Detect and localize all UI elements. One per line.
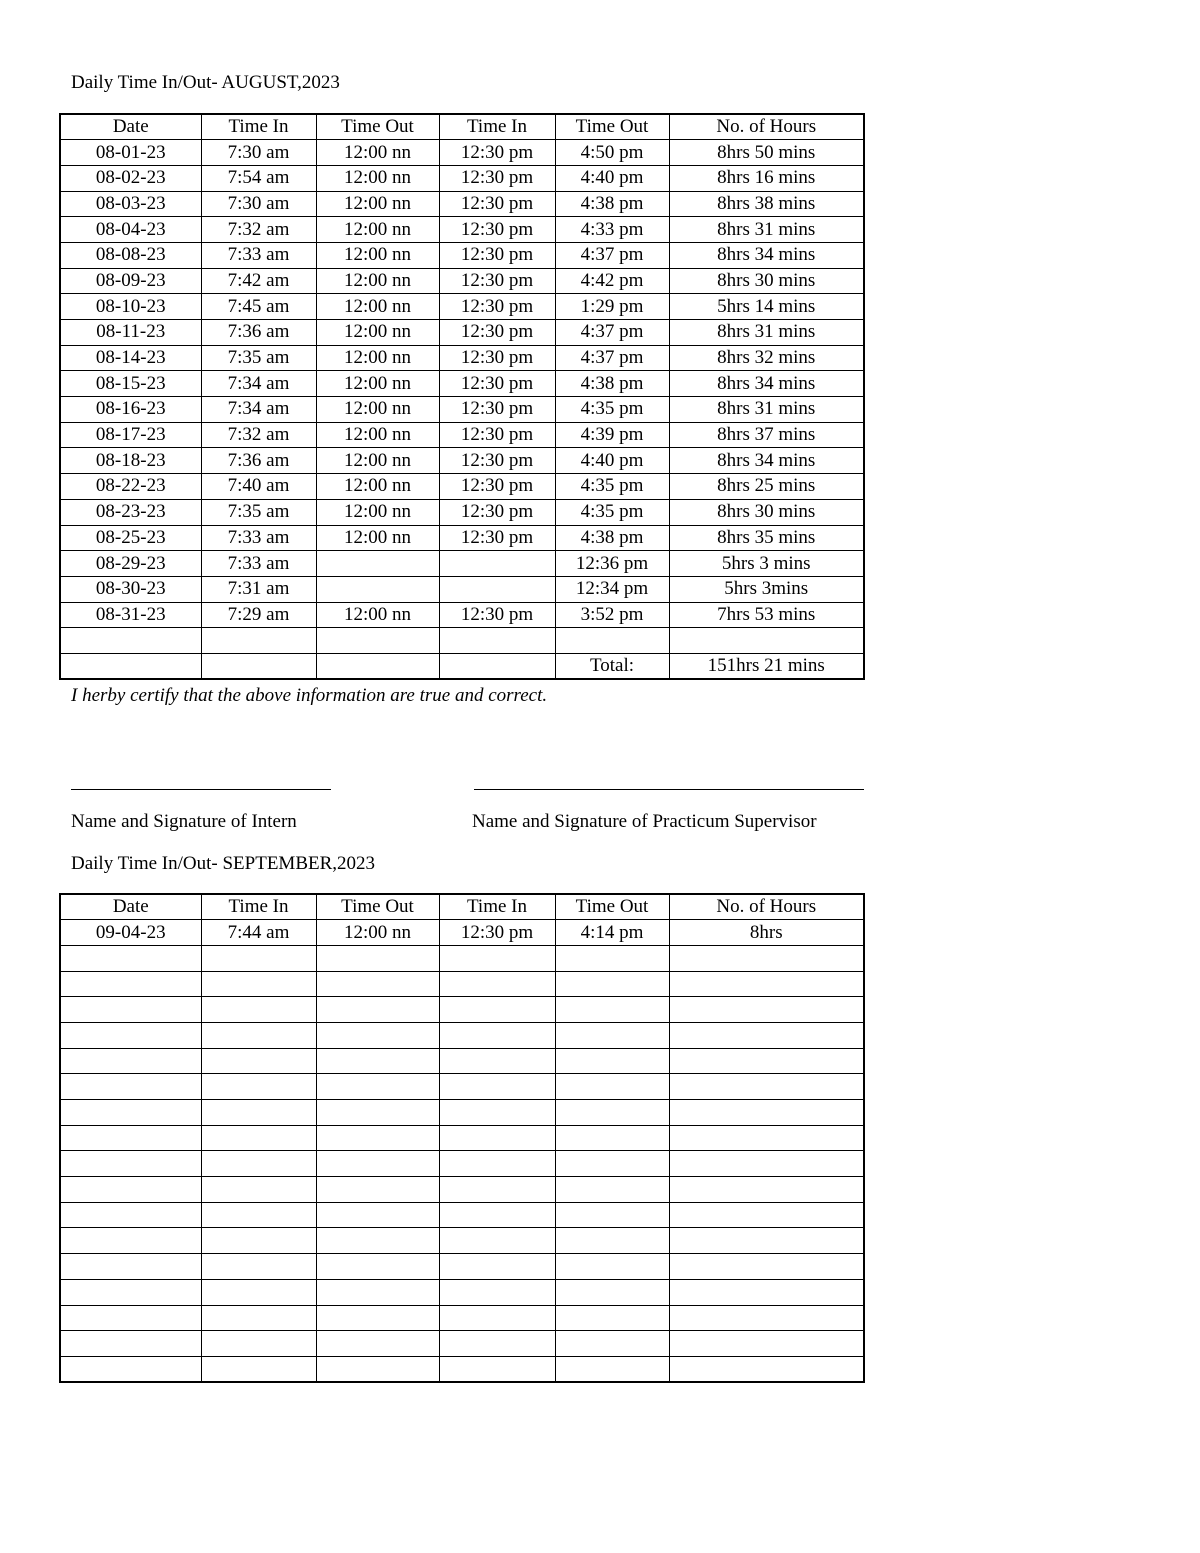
cell-hours — [669, 1100, 864, 1126]
cell-time-out-pm — [555, 1356, 669, 1382]
cell-time-in-am: 7:30 am — [201, 191, 316, 217]
cell-time-in-pm — [439, 997, 555, 1023]
cell-time-out-am — [316, 1279, 439, 1305]
table-row — [60, 971, 864, 997]
cell-hours: 7hrs 53 mins — [669, 602, 864, 628]
table-row — [60, 1022, 864, 1048]
cell-time-in-am — [201, 1125, 316, 1151]
cell-time-in-pm: 12:30 pm — [439, 371, 555, 397]
cell-time-out-pm: 4:37 pm — [555, 345, 669, 371]
cell-time-out-pm: 4:35 pm — [555, 474, 669, 500]
cell-time-in-pm — [439, 1356, 555, 1382]
cell-date — [60, 1279, 201, 1305]
cell-time-in-am — [201, 1254, 316, 1280]
cell-date — [60, 1100, 201, 1126]
cell-time-in-pm: 12:30 pm — [439, 217, 555, 243]
cell-date: 08-16-23 — [60, 397, 201, 423]
cell-time-out-pm — [555, 1177, 669, 1203]
cell-time-out-am — [316, 1177, 439, 1203]
cell-date — [60, 628, 201, 654]
cell-hours — [669, 1177, 864, 1203]
cell-date — [60, 1125, 201, 1151]
cell-date: 08-25-23 — [60, 525, 201, 551]
cell-time-out-pm — [555, 1048, 669, 1074]
table-row — [60, 217, 864, 243]
cell-time-in-am: 7:29 am — [201, 602, 316, 628]
cell-time-out-am — [316, 1331, 439, 1357]
cell-date — [60, 1074, 201, 1100]
cell-time-out-am: 12:00 nn — [316, 217, 439, 243]
cell-date — [60, 945, 201, 971]
cell-time-out-pm: 4:33 pm — [555, 217, 669, 243]
cell-time-out-am — [316, 971, 439, 997]
cell-time-in-pm — [439, 1125, 555, 1151]
cell-time-in-am: 7:32 am — [201, 217, 316, 243]
cell-time-in-am — [201, 1279, 316, 1305]
cell-time-out-pm — [555, 1202, 669, 1228]
cell-time-in-pm — [439, 1279, 555, 1305]
cell-time-in-pm: 12:30 pm — [439, 422, 555, 448]
cell-time-out-pm — [555, 1074, 669, 1100]
cell-time-out-pm — [555, 1305, 669, 1331]
header-time-out-am: Time Out — [316, 894, 439, 920]
cell-hours — [669, 997, 864, 1023]
cell-time-out-pm: 4:37 pm — [555, 242, 669, 268]
table-row — [60, 397, 864, 423]
cell-hours — [669, 1125, 864, 1151]
cell-time-out-am — [316, 1022, 439, 1048]
cell-time-in-pm — [439, 1100, 555, 1126]
supervisor-signature-line — [474, 789, 864, 790]
cell-time-out-am: 12:00 nn — [316, 268, 439, 294]
cell-time-in-am: 7:32 am — [201, 422, 316, 448]
table-row — [60, 628, 864, 654]
cell-date — [60, 1331, 201, 1357]
cell-time-in-am: 7:45 am — [201, 294, 316, 320]
header-time-out-pm: Time Out — [555, 894, 669, 920]
cell-time-in-am: 7:31 am — [201, 576, 316, 602]
cell-time-out-pm — [555, 1151, 669, 1177]
cell-time-out-am: 12:00 nn — [316, 397, 439, 423]
cell-hours — [669, 1305, 864, 1331]
header-hours: No. of Hours — [669, 114, 864, 140]
header-hours: No. of Hours — [669, 894, 864, 920]
cell-hours — [669, 1074, 864, 1100]
cell-hours: 5hrs 14 mins — [669, 294, 864, 320]
cell-time-in-pm: 12:30 pm — [439, 397, 555, 423]
cell-date — [60, 1151, 201, 1177]
supervisor-signature-label: Name and Signature of Practicum Supervisor — [472, 811, 817, 832]
cell-time-out-pm: 4:35 pm — [555, 397, 669, 423]
cell-date — [60, 1177, 201, 1203]
cell-hours: 8hrs 38 mins — [669, 191, 864, 217]
cell-time-in-am: 7:34 am — [201, 371, 316, 397]
header-time-in-am: Time In — [201, 114, 316, 140]
cell-date: 08-01-23 — [60, 140, 201, 166]
cell-time-in-am — [201, 1202, 316, 1228]
cell-hours: 8hrs 31 mins — [669, 217, 864, 243]
cell-date: 08-30-23 — [60, 576, 201, 602]
cell-time-in-am — [201, 971, 316, 997]
cell-time-out-am: 12:00 nn — [316, 525, 439, 551]
cell-time-in-pm: 12:30 pm — [439, 474, 555, 500]
table-row — [60, 1254, 864, 1280]
cell-time-out-pm — [555, 1279, 669, 1305]
header-time-in-pm: Time In — [439, 114, 555, 140]
header-date: Date — [60, 894, 201, 920]
september-time-table — [59, 893, 865, 1383]
cell-hours — [669, 1022, 864, 1048]
cell-time-out-am: 12:00 nn — [316, 371, 439, 397]
cell-date — [60, 1305, 201, 1331]
cell-time-in-am: 7:33 am — [201, 242, 316, 268]
intern-signature-line — [71, 789, 331, 790]
cell-time-out-am — [316, 997, 439, 1023]
table-row — [60, 499, 864, 525]
cell-time-out-pm: 4:38 pm — [555, 371, 669, 397]
header-time-in-am: Time In — [201, 894, 316, 920]
table-row — [60, 320, 864, 346]
table-row — [60, 945, 864, 971]
cell-time-in-pm — [439, 1022, 555, 1048]
cell-time-in-am — [201, 653, 316, 679]
cell-date: 08-23-23 — [60, 499, 201, 525]
cell-hours: 8hrs 35 mins — [669, 525, 864, 551]
cell-time-out-pm: 12:36 pm — [555, 551, 669, 577]
cell-hours — [669, 1048, 864, 1074]
cell-time-in-pm: 12:30 pm — [439, 165, 555, 191]
cell-time-out-am: 12:00 nn — [316, 920, 439, 946]
certification-statement: I herby certify that the above information are true and correct. — [71, 685, 548, 706]
table-row — [60, 1125, 864, 1151]
cell-hours: 8hrs 31 mins — [669, 397, 864, 423]
cell-time-in-pm: 12:30 pm — [439, 602, 555, 628]
cell-hours: 8hrs — [669, 920, 864, 946]
cell-date: 09-04-23 — [60, 920, 201, 946]
cell-hours: 8hrs 37 mins — [669, 422, 864, 448]
cell-time-in-pm — [439, 1048, 555, 1074]
cell-date: 08-09-23 — [60, 268, 201, 294]
table-row — [60, 191, 864, 217]
cell-time-out-am: 12:00 nn — [316, 602, 439, 628]
cell-time-out-am — [316, 576, 439, 602]
cell-time-in-pm — [439, 945, 555, 971]
cell-time-in-pm — [439, 1305, 555, 1331]
cell-hours — [669, 1279, 864, 1305]
cell-time-out-am — [316, 1100, 439, 1126]
cell-hours — [669, 1202, 864, 1228]
cell-date: 08-18-23 — [60, 448, 201, 474]
cell-date: 08-22-23 — [60, 474, 201, 500]
cell-time-out-pm: 4:38 pm — [555, 191, 669, 217]
cell-hours: 8hrs 30 mins — [669, 268, 864, 294]
cell-time-out-am — [316, 1356, 439, 1382]
table-row — [60, 294, 864, 320]
cell-time-in-pm — [439, 628, 555, 654]
cell-time-in-am: 7:35 am — [201, 345, 316, 371]
cell-time-out-pm: 12:34 pm — [555, 576, 669, 602]
august-time-table — [59, 113, 865, 680]
cell-time-in-am — [201, 1022, 316, 1048]
cell-time-in-am — [201, 945, 316, 971]
cell-time-out-am — [316, 1074, 439, 1100]
header-time-out-am: Time Out — [316, 114, 439, 140]
cell-hours — [669, 1356, 864, 1382]
cell-hours: 8hrs 30 mins — [669, 499, 864, 525]
cell-date: 08-15-23 — [60, 371, 201, 397]
cell-time-out-pm — [555, 628, 669, 654]
cell-hours — [669, 1228, 864, 1254]
cell-time-out-pm: 4:42 pm — [555, 268, 669, 294]
table-row — [60, 165, 864, 191]
table-header-row — [60, 894, 864, 920]
table-row — [60, 1228, 864, 1254]
cell-time-in-am — [201, 1305, 316, 1331]
cell-date: 08-10-23 — [60, 294, 201, 320]
cell-time-in-am — [201, 1048, 316, 1074]
cell-time-in-pm — [439, 576, 555, 602]
cell-hours: 8hrs 34 mins — [669, 371, 864, 397]
cell-date: 08-08-23 — [60, 242, 201, 268]
cell-time-in-pm — [439, 653, 555, 679]
cell-hours — [669, 1151, 864, 1177]
cell-hours: 8hrs 25 mins — [669, 474, 864, 500]
table-row — [60, 653, 864, 679]
table-row — [60, 1100, 864, 1126]
cell-time-out-am — [316, 1151, 439, 1177]
cell-time-out-pm — [555, 971, 669, 997]
header-date: Date — [60, 114, 201, 140]
cell-time-in-pm: 12:30 pm — [439, 191, 555, 217]
cell-time-out-am — [316, 1048, 439, 1074]
cell-time-in-am — [201, 1177, 316, 1203]
cell-time-in-pm: 12:30 pm — [439, 320, 555, 346]
cell-hours — [669, 1331, 864, 1357]
header-time-out-pm: Time Out — [555, 114, 669, 140]
cell-time-out-am: 12:00 nn — [316, 140, 439, 166]
cell-time-in-am — [201, 997, 316, 1023]
cell-time-in-pm — [439, 971, 555, 997]
cell-time-in-pm: 12:30 pm — [439, 920, 555, 946]
cell-time-in-am — [201, 1100, 316, 1126]
cell-date: 08-14-23 — [60, 345, 201, 371]
cell-date: 08-03-23 — [60, 191, 201, 217]
table-row — [60, 551, 864, 577]
cell-date — [60, 1228, 201, 1254]
cell-time-out-pm: 4:14 pm — [555, 920, 669, 946]
table-row — [60, 1305, 864, 1331]
table-row — [60, 1356, 864, 1382]
header-time-in-pm: Time In — [439, 894, 555, 920]
cell-time-in-am — [201, 1228, 316, 1254]
cell-time-in-pm — [439, 1331, 555, 1357]
cell-time-out-am — [316, 1228, 439, 1254]
cell-time-in-am — [201, 1074, 316, 1100]
cell-time-out-am: 12:00 nn — [316, 294, 439, 320]
table-row — [60, 1151, 864, 1177]
cell-time-out-am — [316, 653, 439, 679]
cell-time-out-am — [316, 1125, 439, 1151]
cell-time-out-pm — [555, 945, 669, 971]
cell-date — [60, 997, 201, 1023]
cell-time-out-pm: 4:35 pm — [555, 499, 669, 525]
cell-time-in-am — [201, 1356, 316, 1382]
cell-time-in-pm: 12:30 pm — [439, 499, 555, 525]
cell-time-in-pm: 12:30 pm — [439, 448, 555, 474]
cell-time-out-pm: 4:37 pm — [555, 320, 669, 346]
cell-time-out-am: 12:00 nn — [316, 165, 439, 191]
cell-date: 08-17-23 — [60, 422, 201, 448]
cell-time-out-pm: 3:52 pm — [555, 602, 669, 628]
cell-date — [60, 1048, 201, 1074]
cell-time-in-am: 7:33 am — [201, 525, 316, 551]
cell-date — [60, 1254, 201, 1280]
cell-date — [60, 971, 201, 997]
cell-time-out-pm: 4:40 pm — [555, 448, 669, 474]
cell-hours: 8hrs 32 mins — [669, 345, 864, 371]
table-row — [60, 525, 864, 551]
cell-time-out-am: 12:00 nn — [316, 448, 439, 474]
cell-time-out-am: 12:00 nn — [316, 320, 439, 346]
cell-hours: 8hrs 31 mins — [669, 320, 864, 346]
cell-date — [60, 653, 201, 679]
table-row — [60, 345, 864, 371]
cell-time-in-am: 7:40 am — [201, 474, 316, 500]
cell-time-out-am: 12:00 nn — [316, 474, 439, 500]
cell-time-out-pm — [555, 1022, 669, 1048]
cell-hours — [669, 971, 864, 997]
cell-time-in-pm — [439, 1074, 555, 1100]
cell-time-in-am: 7:42 am — [201, 268, 316, 294]
cell-hours — [669, 945, 864, 971]
cell-time-out-am — [316, 1202, 439, 1228]
cell-time-out-am — [316, 628, 439, 654]
cell-time-in-pm — [439, 1177, 555, 1203]
cell-time-in-pm: 12:30 pm — [439, 525, 555, 551]
table-row — [60, 920, 864, 946]
cell-time-out-pm: 4:38 pm — [555, 525, 669, 551]
cell-time-in-pm — [439, 551, 555, 577]
cell-time-out-am — [316, 945, 439, 971]
table-row — [60, 997, 864, 1023]
table-row — [60, 1279, 864, 1305]
cell-date: 08-11-23 — [60, 320, 201, 346]
cell-time-in-am: 7:44 am — [201, 920, 316, 946]
cell-time-in-am — [201, 1151, 316, 1177]
cell-date: 08-31-23 — [60, 602, 201, 628]
table-row — [60, 448, 864, 474]
cell-time-in-pm: 12:30 pm — [439, 242, 555, 268]
cell-time-in-am — [201, 628, 316, 654]
cell-time-in-pm: 12:30 pm — [439, 268, 555, 294]
cell-time-out-pm: 4:39 pm — [555, 422, 669, 448]
cell-hours: 8hrs 16 mins — [669, 165, 864, 191]
cell-time-in-am: 7:35 am — [201, 499, 316, 525]
cell-time-out-am: 12:00 nn — [316, 242, 439, 268]
cell-time-out-am: 12:00 nn — [316, 345, 439, 371]
table-row — [60, 576, 864, 602]
cell-hours — [669, 1254, 864, 1280]
august-title: Daily Time In/Out- AUGUST,2023 — [71, 72, 340, 93]
cell-time-in-pm — [439, 1254, 555, 1280]
table-row — [60, 1177, 864, 1203]
cell-time-out-pm — [555, 1228, 669, 1254]
cell-time-in-am: 7:34 am — [201, 397, 316, 423]
cell-hours: 8hrs 50 mins — [669, 140, 864, 166]
cell-date — [60, 1356, 201, 1382]
table-row — [60, 140, 864, 166]
table-row — [60, 602, 864, 628]
cell-time-out-am: 12:00 nn — [316, 422, 439, 448]
cell-time-in-pm — [439, 1202, 555, 1228]
cell-hours: 5hrs 3 mins — [669, 551, 864, 577]
cell-time-out-pm: 4:40 pm — [555, 165, 669, 191]
cell-time-out-pm: Total: — [555, 653, 669, 679]
table-row — [60, 1074, 864, 1100]
cell-time-out-am — [316, 1305, 439, 1331]
cell-time-out-pm — [555, 997, 669, 1023]
cell-time-out-am: 12:00 nn — [316, 191, 439, 217]
table-row — [60, 474, 864, 500]
cell-date — [60, 1202, 201, 1228]
cell-hours: 5hrs 3mins — [669, 576, 864, 602]
table-row — [60, 268, 864, 294]
cell-time-out-am — [316, 1254, 439, 1280]
cell-time-in-am: 7:30 am — [201, 140, 316, 166]
cell-date: 08-04-23 — [60, 217, 201, 243]
cell-time-in-pm — [439, 1151, 555, 1177]
intern-signature-label: Name and Signature of Intern — [71, 811, 297, 832]
cell-hours: 151hrs 21 mins — [669, 653, 864, 679]
cell-time-out-pm: 1:29 pm — [555, 294, 669, 320]
table-row — [60, 1048, 864, 1074]
cell-date: 08-02-23 — [60, 165, 201, 191]
cell-hours: 8hrs 34 mins — [669, 242, 864, 268]
cell-time-in-pm: 12:30 pm — [439, 345, 555, 371]
cell-time-out-am — [316, 551, 439, 577]
cell-time-in-am — [201, 1331, 316, 1357]
cell-time-out-am: 12:00 nn — [316, 499, 439, 525]
september-title: Daily Time In/Out- SEPTEMBER,2023 — [71, 853, 376, 874]
cell-time-in-am: 7:33 am — [201, 551, 316, 577]
cell-time-in-pm: 12:30 pm — [439, 294, 555, 320]
cell-hours — [669, 628, 864, 654]
cell-date — [60, 1022, 201, 1048]
cell-time-out-pm — [555, 1254, 669, 1280]
cell-time-out-pm — [555, 1125, 669, 1151]
table-header-row — [60, 114, 864, 140]
cell-time-in-am: 7:36 am — [201, 448, 316, 474]
cell-time-in-pm: 12:30 pm — [439, 140, 555, 166]
table-row — [60, 242, 864, 268]
cell-hours: 8hrs 34 mins — [669, 448, 864, 474]
cell-date: 08-29-23 — [60, 551, 201, 577]
cell-time-in-am: 7:36 am — [201, 320, 316, 346]
cell-time-out-pm: 4:50 pm — [555, 140, 669, 166]
cell-time-out-pm — [555, 1100, 669, 1126]
cell-time-out-pm — [555, 1331, 669, 1357]
table-row — [60, 422, 864, 448]
table-row — [60, 1202, 864, 1228]
table-row — [60, 371, 864, 397]
cell-time-in-am: 7:54 am — [201, 165, 316, 191]
table-row — [60, 1331, 864, 1357]
cell-time-in-pm — [439, 1228, 555, 1254]
